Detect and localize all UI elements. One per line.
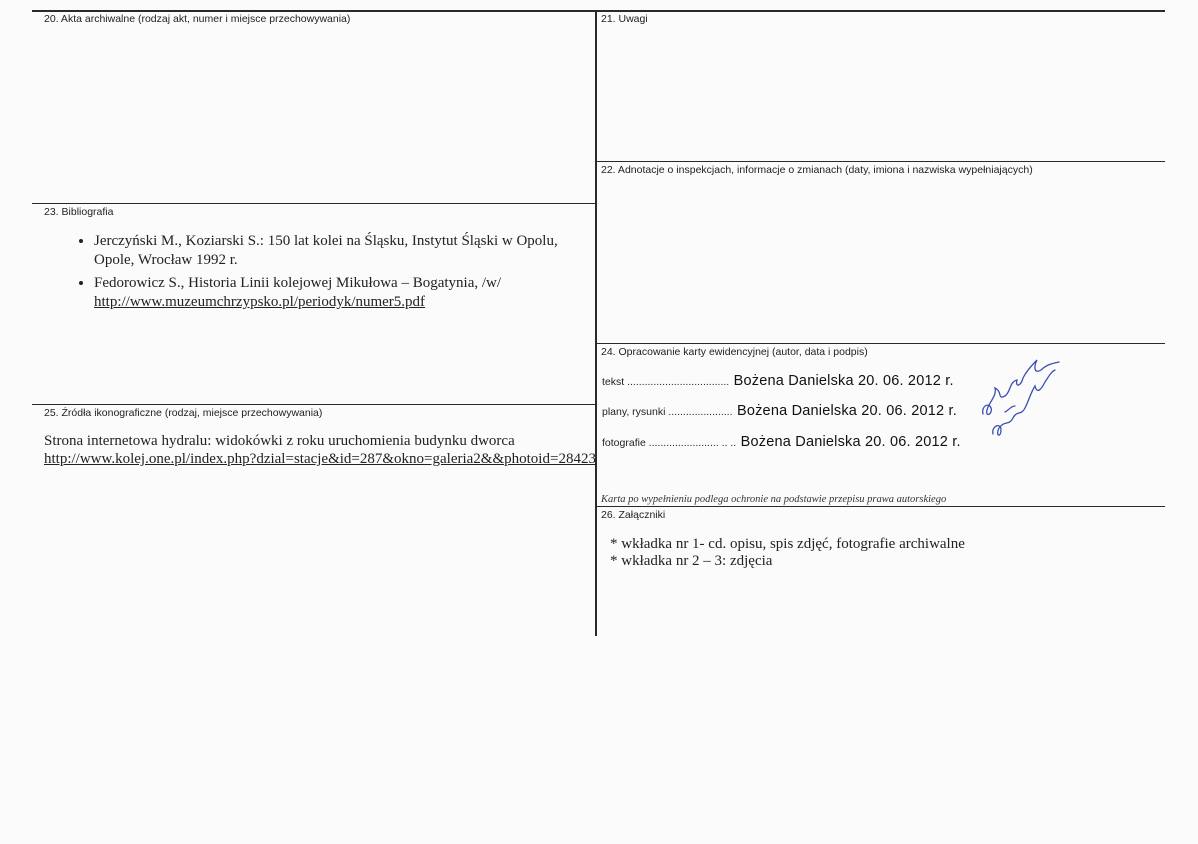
iconographic-sources [44, 432, 596, 468]
bibliography-list [68, 232, 594, 316]
attachments-list [610, 536, 965, 570]
bibliography-item [94, 232, 594, 270]
top-border [32, 10, 1165, 12]
row-label: plany, rysunki ...................... [602, 406, 733, 418]
copyright-note: Karta po wypełnieniu podlega ochronie na podstawie przepisu prawa autorskiego [601, 494, 947, 505]
section-25-label: 25. Źródła ikonograficzne (rodzaj, miejsce przechowywania) [44, 407, 323, 419]
section-23-label: 23. Bibliografia [44, 206, 114, 218]
bibliography-text: Fedorowicz S., Historia Linii kolejowej Mikułowa – Bogatynia, /w/ [94, 275, 502, 291]
section-22-label: 22. Adnotacje o inspekcjach, informacje o zmianach (daty, imiona i nazwiska wypełniających) [601, 164, 1033, 176]
section-20-label: 20. Akta archiwalne (rodzaj akt, numer i miejsce przechowywania) [44, 13, 351, 25]
row-value: Bożena Danielska 20. 06. 2012 r. [740, 434, 961, 450]
section-21-label: 21. Uwagi [601, 13, 648, 25]
bibliography-text: Jerczyński M., Koziarski S.: 150 lat kolei na Śląsku, Instytut Śląski w Opolu, Opole, Wrocław 1992 r. [94, 233, 558, 268]
author-row-photos [602, 433, 961, 451]
section-24-label: 24. Opracowanie karty ewidencyjnej (autor, data i podpis) [601, 346, 868, 358]
handwritten-signature [975, 352, 1065, 452]
row-value: Bożena Danielska 20. 06. 2012 r. [733, 373, 954, 389]
row-value: Bożena Danielska 20. 06. 2012 r. [736, 403, 957, 419]
row-label: fotografie ........................ .. .. [602, 437, 737, 449]
section-26-label: 26. Załączniki [601, 509, 666, 521]
iconographic-text: Strona internetowa hydralu: widokówki z roku uruchomienia budynku dworca [44, 433, 515, 449]
iconographic-link[interactable]: http://www.kolej.one.pl/index.php?dzial=stacje&id=287&okno=galeria2&&photoid=28423 [44, 451, 596, 467]
attachment-item: * wkładka nr 1- cd. opisu, spis zdjęć, fotografie archiwalne [610, 536, 965, 552]
bibliography-link[interactable]: http://www.muzeumchrzypsko.pl/periodyk/numer5.pdf [94, 294, 426, 310]
attachment-item: * wkładka nr 2 – 3: zdjęcia [610, 553, 773, 569]
divider-24 [596, 343, 1165, 344]
row-label: tekst ................................... [602, 376, 730, 388]
divider-23 [32, 203, 596, 204]
bibliography-item [94, 274, 594, 312]
divider-25 [32, 404, 596, 405]
center-divider [595, 10, 597, 636]
author-row-text [602, 372, 954, 390]
divider-26 [596, 506, 1165, 507]
author-row-plans [602, 402, 957, 420]
divider-22 [596, 161, 1165, 162]
